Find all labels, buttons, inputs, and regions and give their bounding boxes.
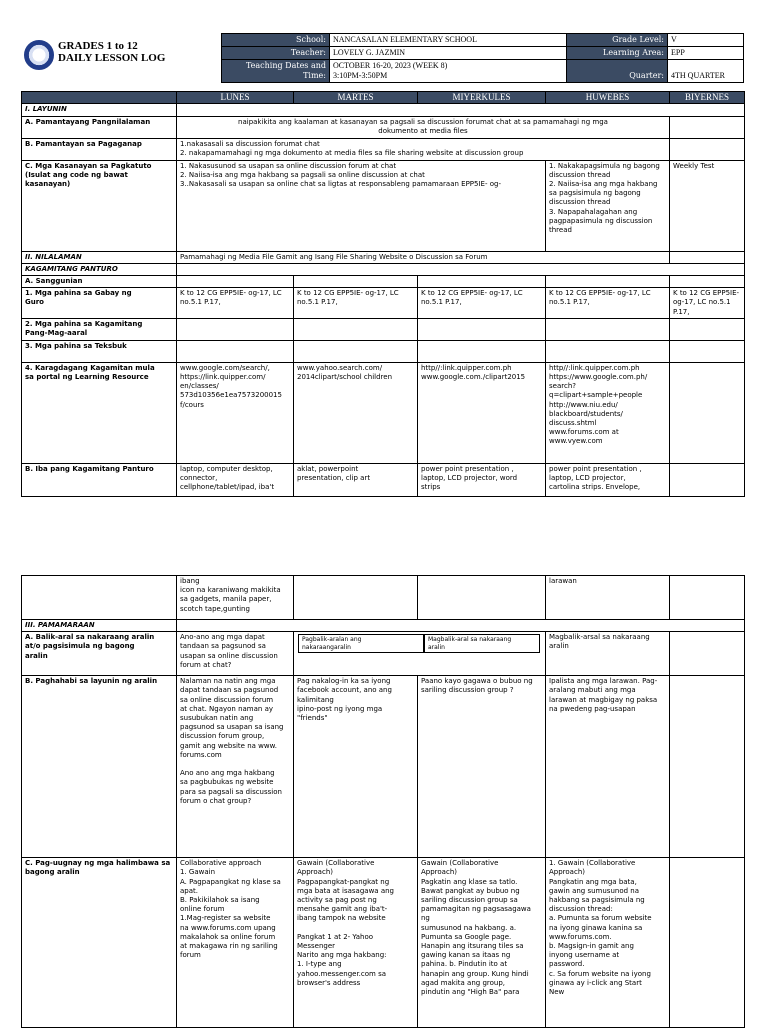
empty-cell bbox=[177, 276, 294, 288]
empty-cell bbox=[177, 340, 294, 362]
empty-cell bbox=[546, 340, 670, 362]
empty-cell bbox=[670, 676, 745, 858]
area-label: Learning Area: bbox=[567, 47, 668, 60]
lesson-table-page1 bbox=[21, 91, 745, 497]
school-value: NANCASALAN ELEMENTARY SCHOOL bbox=[330, 34, 567, 47]
empty-cell bbox=[670, 463, 745, 496]
pag-uugnay-martes: Gawain (Collaborative Approach) Pagpapangkat-pangkat ng mga bata at isasagawa ang activity sa pag post ng mensahe gamit ang iba't- ibang tampok na website Pangkat 1 at 2- Yahoo Messenger Narito ang mga hakbang: 1. I-type ang yahoo.messenger.com sa browser's address bbox=[294, 858, 418, 1028]
empty-cell bbox=[546, 318, 670, 340]
empty-cell bbox=[418, 318, 546, 340]
area-value: EPP bbox=[668, 47, 744, 60]
teacher-value: LOVELY G. JAZMIN bbox=[330, 47, 567, 60]
label-teksbuk: 3. Mga pahina sa Teksbuk bbox=[22, 340, 177, 362]
empty-cell bbox=[177, 104, 745, 117]
label-pag-uugnay: C. Pag-uugnay ng mga halimbawa sa bagong aralin bbox=[22, 858, 177, 1028]
gabay-martes: K to 12 CG EPP5IE- og-17, LC no.5.1 P.17, bbox=[294, 288, 418, 319]
iba-lunes: laptop, computer desktop, connector, cellphone/tablet/ipad, iba't bbox=[177, 463, 294, 496]
empty-cell bbox=[418, 576, 546, 620]
pag-uugnay-lunes: Collaborative approach 1. Gawain A. Pagpapangkat ng klase sa apat. B. Pakikilahok sa isang online forum 1.Mag-register sa website na www.forums.com upang makalahok sa online forum at makagawa rin ng sariling forum bbox=[177, 858, 294, 1028]
empty-cell bbox=[177, 620, 745, 632]
karagdagan-lunes: www.google.com/search/, https://link.quipper.com/ en/classes/ 573d10356e1ea7573200015 f/cours bbox=[177, 362, 294, 463]
empty-cell bbox=[294, 318, 418, 340]
iba-martes: aklat, powerpoint presentation, clip art bbox=[294, 463, 418, 496]
empty-cell bbox=[670, 632, 745, 676]
iba-huwebes: power point presentation , laptop, LCD projector, cartolina strips. Envelope, bbox=[546, 463, 670, 496]
empty-cell bbox=[546, 276, 670, 288]
balik-aral-lunes: Ano-ano ang mga dapat tandaan sa pagsunod sa usapan sa online discussion forum at chat? bbox=[177, 632, 294, 676]
dates-value-text: OCTOBER 16-20, 2023 (WEEK 8) bbox=[333, 61, 448, 70]
lesson-table-page2 bbox=[21, 575, 745, 1028]
quarter-label: Quarter: bbox=[567, 60, 668, 83]
label-paghahabi: B. Paghahabi sa layunin ng aralin bbox=[22, 676, 177, 858]
page-title bbox=[58, 40, 165, 64]
section-layunin: I. LAYUNIN bbox=[22, 104, 177, 117]
label-pamantayan-pagganap: B. Pamantayan sa Pagaganap bbox=[22, 138, 177, 160]
empty-cell bbox=[670, 576, 745, 620]
pag-uugnay-huwebes: 1. Gawain (Collaborative Approach) Pangkatin ang mga bata, gawin ang sumusunod na hakbang sa pagsisimula ng discussion thread: a. Pumunta sa forum website na iyong ginawa kanina sa www.forums.com. b. Magsign-in gamit ang inyong username at password. c. Sa forum website na iyong ginawa ay i-click ang Start New bbox=[546, 858, 670, 1028]
label-gabay-guro: 1. Mga pahina sa Gabay ng Guro bbox=[22, 288, 177, 319]
empty-cell bbox=[418, 340, 546, 362]
section-kagamitang-panturo: KAGAMITANG PANTURO bbox=[22, 263, 177, 275]
empty-cell bbox=[670, 138, 745, 160]
label-kasanayan-pagkatuto: C. Mga Kasanayan sa Pagkatuto (Isulat ang code ng bawat kasanayan) bbox=[22, 160, 177, 251]
empty-cell bbox=[418, 276, 546, 288]
label-sanggunian: A. Sanggunian bbox=[22, 276, 177, 288]
balik-aral-miyerkules-box: Magbalik-aral sa nakaraang aralin bbox=[424, 634, 540, 653]
empty-cell bbox=[177, 318, 294, 340]
text-kasanayan-huwebes: 1. Nakakapagsimula ng bagong discussion thread 2. Naiisa-isa ang mga hakbang sa pagsisimula ng bagong discussion thread 3. Napapahalagahan ang pagpapasimula ng discussion thread bbox=[546, 160, 670, 251]
day-header-row bbox=[22, 92, 745, 104]
dates-label-text: Teaching Dates and bbox=[245, 61, 326, 70]
balik-aral-huwebes: Magbalik-arsal sa nakaraang aralin bbox=[546, 632, 670, 676]
empty-cell bbox=[670, 276, 745, 288]
karagdagan-martes: www.yahoo.search.com/ 2014clipart/school children bbox=[294, 362, 418, 463]
gabay-huwebes: K to 12 CG EPP5IE- og-17, LC no.5.1 P.17, bbox=[546, 288, 670, 319]
empty-cell bbox=[670, 858, 745, 1028]
karagdagan-huwebes: http//:link.quipper.com.ph https://www.google.com.ph/ search? q=clipart+sample+people http://www.niu.edu/ blackboard/students/ discuss.shtml www.forums.com at www.vyew.com bbox=[546, 362, 670, 463]
empty-cell bbox=[177, 263, 745, 275]
cont-lunes: ibang icon na karaniwang makikita sa gadgets, manila paper, scotch tape,gunting bbox=[177, 576, 294, 620]
time-label-text: Time: bbox=[303, 71, 326, 80]
label-pamantayang-pangnilalaman: A. Pamantayang Pangnilalaman bbox=[22, 117, 177, 138]
day-miyerkules: MIYERKULES bbox=[418, 92, 546, 104]
empty-cell bbox=[670, 362, 745, 463]
header-info-table bbox=[221, 33, 744, 83]
grade-label: Grade Level: bbox=[567, 34, 668, 47]
paghahabi-lunes: Nalaman na natin ang mga dapat tandaan sa pagsunod sa online discussion forum at chat. Ngayon naman ay susubukan natin ang pagsunod sa usapan sa isang discussion forum group, gamit ang website na www. forums.com Ano ano ang mga hakbang sa pagbubukas ng website para sa pagsali sa discussion forum o chat group? bbox=[177, 676, 294, 858]
pag-uugnay-miyerkules: Gawain (Collaborative Approach) Pagkatin ang klase sa tatlo. Bawat pangkat ay bubuo ng sariling discussion group sa pamamagitan ng pagsasagawa ng sumusunod na hakbang. a. Pumunta sa Google page. Hanapin ang itsurang tiles sa gawing kanan sa itaas ng pahina. b. Pindutin ito at hanapin ang group. Kung hindi agad makita ang group, pindutin ang "High Ba" para bbox=[418, 858, 546, 1028]
day-huwebes: HUWEBES bbox=[546, 92, 670, 104]
empty-cell bbox=[294, 340, 418, 362]
quarter-value: 4TH QUARTER bbox=[668, 60, 744, 83]
title-line-2: DAILY LESSON LOG bbox=[58, 52, 166, 64]
empty-cell bbox=[670, 117, 745, 138]
dates-label bbox=[222, 60, 330, 83]
label-karagdagang-kagamitan: 4. Karagdagang Kagamitan mula sa portal ng Learning Resource bbox=[22, 362, 177, 463]
school-label: School: bbox=[222, 34, 330, 47]
text-pamantayan-pagganap: 1.nakasasali sa discussion forumat chat 2. nakapamamahagi ng mga dokumento at media files sa file sharing website at discussion group bbox=[177, 138, 670, 160]
label-kagamitang-mag-aaral: 2. Mga pahina sa Kagamitang Pang-Mag-aaral bbox=[22, 318, 177, 340]
time-value-text: 3:10PM-3:50PM bbox=[333, 71, 388, 80]
label-balik-aral: A. Balik-aral sa nakaraang aralin at/o pagsisimula ng bagong aralin bbox=[22, 632, 177, 676]
empty-cell bbox=[22, 576, 177, 620]
empty-cell bbox=[670, 318, 745, 340]
section-nilalaman: II. NILALAMAN bbox=[22, 251, 177, 263]
deped-seal-icon bbox=[24, 40, 54, 70]
blank-header-cell bbox=[22, 92, 177, 104]
empty-cell bbox=[294, 276, 418, 288]
balik-aral-martes-box: Pagbalik-aralan ang nakaraangaralin bbox=[298, 634, 424, 653]
iba-miyerkules: power point presentation , laptop, LCD projector, word strips bbox=[418, 463, 546, 496]
gabay-miyerkules: K to 12 CG EPP5IE- og-17, LC no.5.1 P.17, bbox=[418, 288, 546, 319]
grade-value: V bbox=[668, 34, 744, 47]
title-line-1: GRADES 1 to 12 bbox=[58, 40, 138, 52]
day-biyernes: BIYERNES bbox=[670, 92, 745, 104]
karagdagan-miyerkules: http//:link.quipper.com.ph www.google.com./clipart2015 bbox=[418, 362, 546, 463]
text-weekly-test: Weekly Test bbox=[670, 160, 745, 251]
label-iba-pang-kagamitan: B. Iba pang Kagamitang Panturo bbox=[22, 463, 177, 496]
paghahabi-miyerkules: Paano kayo gagawa o bubuo ng sariling discussion group ? bbox=[418, 676, 546, 858]
empty-cell bbox=[670, 251, 745, 263]
text-pamantayang-pangnilalaman: naipakikita ang kaalaman at kasanayan sa pagsali sa discussion forumat chat at sa pamamahagi ng mga dokumento at media files bbox=[177, 117, 670, 138]
empty-cell bbox=[294, 576, 418, 620]
cont-huwebes: larawan bbox=[546, 576, 670, 620]
dates-value bbox=[330, 60, 567, 83]
day-lunes: LUNES bbox=[177, 92, 294, 104]
teacher-label: Teacher: bbox=[222, 47, 330, 60]
section-pamamaraan: III. PAMAMARAAN bbox=[22, 620, 177, 632]
text-nilalaman: Pamamahagi ng Media File Gamit ang Isang File Sharing Website o Discussion sa Forum bbox=[177, 251, 670, 263]
empty-cell bbox=[670, 340, 745, 362]
balik-aral-boxes bbox=[294, 632, 546, 676]
gabay-lunes: K to 12 CG EPP5IE- og-17, LC no.5.1 P.17, bbox=[177, 288, 294, 319]
paghahabi-martes: Pag nakalog-in ka sa iyong facebook account, ano ang kalimitang ipino-post ng iyong mga "friends" bbox=[294, 676, 418, 858]
day-martes: MARTES bbox=[294, 92, 418, 104]
text-kasanayan-pagkatuto: 1. Nakasusunod sa usapan sa online discussion forum at chat 2. Naiisa-isa ang mga hakbang sa pagsali sa online discussion at chat 3..Nakasasali sa usapan sa online chat sa ligtas at responsableng pamamaraan EPP5IE- og- bbox=[177, 160, 546, 251]
paghahabi-huwebes: Ipalista ang mga larawan. Pag- aralang mabuti ang mga larawan at magbigay ng paksa na pwedeng pag-usapan bbox=[546, 676, 670, 858]
gabay-biyernes: K to 12 CG EPP5IE- og-17, LC no.5.1 P.17, bbox=[670, 288, 745, 319]
